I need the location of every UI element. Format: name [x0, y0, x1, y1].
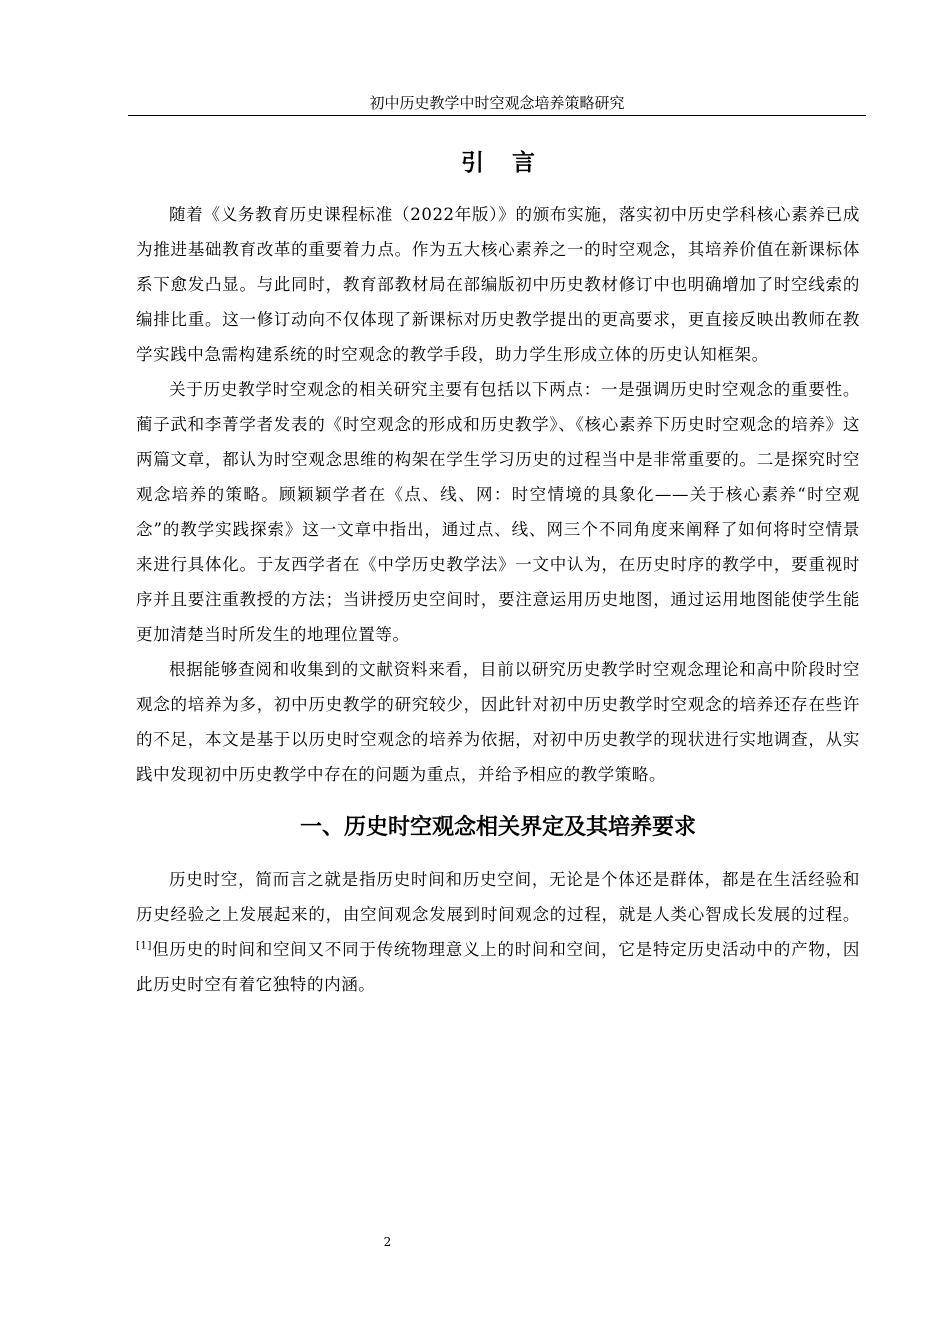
- page-body: [136, 143, 860, 1002]
- chapter-1-heading: 一、历史时空观念相关界定及其培养要求: [299, 815, 696, 840]
- introduction-heading-part2: 言: [512, 150, 535, 176]
- introduction-heading: [136, 143, 860, 183]
- chapter-1-text-before-ref: 历史时空，简而言之就是指历史时间和历史空间，无论是个体还是群体，都是在生活经验和历史经验之上发展起来的，由空间观念发展到时间观念的过程，就是人类心智成长发展的过程。: [136, 870, 860, 924]
- introduction-heading-part1: 引: [461, 150, 484, 176]
- running-header: 初中历史教学中时空观念培养策略研究: [369, 94, 625, 112]
- intro-paragraph-1: 随着《义务教育历史课程标准（2022年版）》的颁布实施，落实初中历史学科核心素养已成为推进基础教育改革的重要着力点。作为五大核心素养之一的时空观念，其培养价值在新课标体系下愈发凸显。与此同时，教育部教材局在部编版初中历史教材修订中也明确增加了时空线索的编排比重。这一修订动向不仅体现了新课标对历史教学提出的更高要求，更直接反映出教师在教学实践中急需构建系统的时空观念的教学手段，助力学生形成立体的历史认知框架。: [136, 205, 860, 364]
- page-number: 2: [383, 1235, 392, 1249]
- header-rule: [128, 115, 866, 116]
- intro-paragraph-3: 根据能够查阅和收集到的文献资料来看，目前以研究历史教学时空观念理论和高中阶段时空观念的培养为多，初中历史教学的研究较少，因此针对初中历史教学时空观念的培养还存在些许的不足，本文是基于以历史时空观念的培养为依据，对初中历史教学的现状进行实地调查，从实践中发现初中历史教学中存在的问题为重点，并给予相应的教学策略。: [136, 660, 860, 784]
- intro-paragraph-2: 关于历史教学时空观念的相关研究主要有包括以下两点：一是强调历史时空观念的重要性。蔺子武和李菁学者发表的《时空观念的形成和历史教学》、《核心素养下历史时空观念的培养》这两篇文章，都认为时空观念思维的构架在学生学习历史的过程当中是非常重要的。二是探究时空观念培养的策略。顾颖颖学者在《点、线、网：时空情境的具象化——关于核心素养“时空观念”的教学实践探索》这一文章中指出，通过点、线、网三个不同角度来阐释了如何将时空情景来进行具体化。于友西学者在《中学历史教学法》一文中认为，在历史时序的教学中，要重视时序并且要注重教授的方法；当讲授历史空间时，要注意运用历史地图，通过运用地图能使学生能更加清楚当时所发生的地理位置等。: [136, 380, 860, 644]
- chapter-1-text-after-ref: 但历史的时间和空间又不同于传统物理意义上的时间和空间，它是特定历史活动中的产物，因此历史时空有着它独特的内涵。: [136, 940, 860, 994]
- footnote-reference[interactable]: [1]: [136, 940, 152, 952]
- chapter-1-paragraph-1: [136, 862, 860, 1002]
